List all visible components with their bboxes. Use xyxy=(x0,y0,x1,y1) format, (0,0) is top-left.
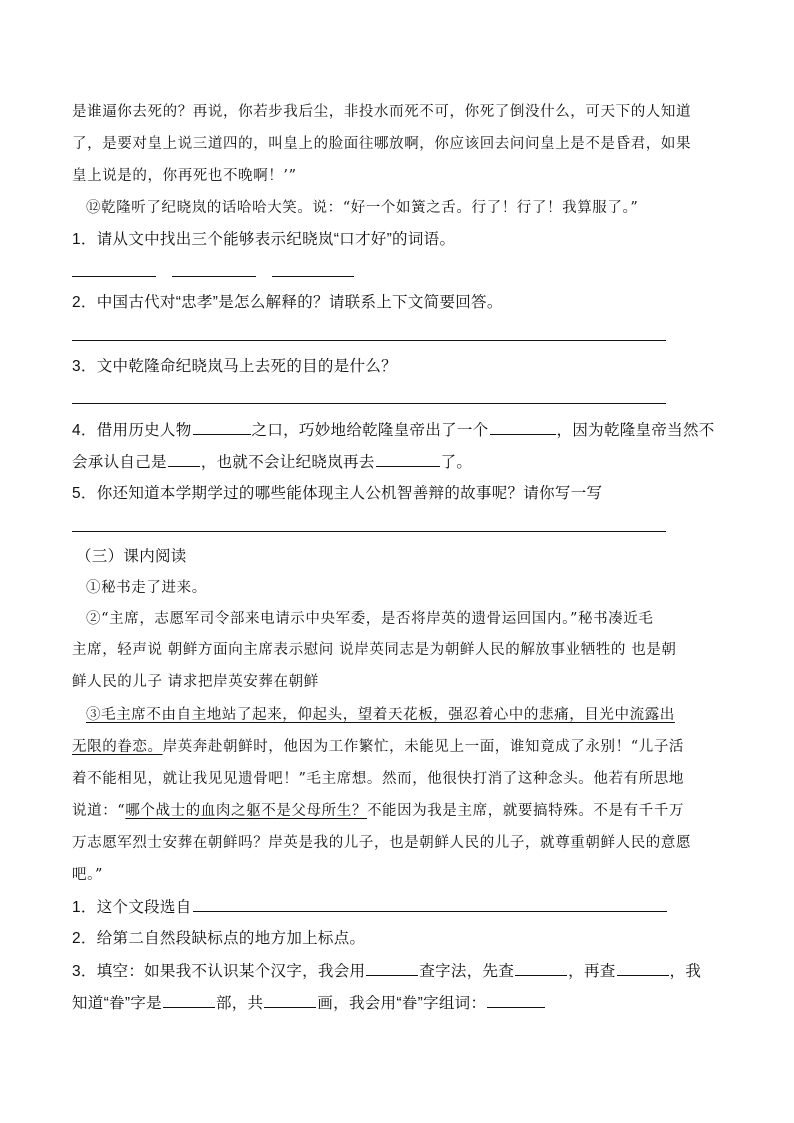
question-4-cont xyxy=(72,452,472,473)
fill-blank[interactable] xyxy=(193,897,667,912)
paragraph-3-line xyxy=(72,737,684,757)
fill-blank[interactable] xyxy=(617,961,669,976)
passage-line: 皇上说是的，你再死也不晚啊！’” xyxy=(72,168,297,184)
underlined-text: 无限的眷恋。 xyxy=(72,739,163,755)
paragraph-3-underlined: ③毛主席不由自主地站了起来，仰起头，望着天花板，强忍着心中的悲痛，目光中流露出 xyxy=(86,707,675,723)
question-text: 知道“眷”字是 xyxy=(72,995,162,1012)
fill-blank[interactable] xyxy=(376,452,440,467)
fill-blank[interactable] xyxy=(168,452,200,467)
question-3-s3 xyxy=(72,961,701,982)
paragraph-3-line: 万志愿军烈士安葬在朝鲜吗？岸英是我的儿子，也是朝鲜人民的儿子，就尊重朝鲜人民的意愿 xyxy=(72,835,692,851)
fill-blank[interactable] xyxy=(490,420,556,435)
fill-blank[interactable] xyxy=(163,993,215,1008)
question-text: 会承认自己是 xyxy=(72,454,167,471)
passage-line: 是谁逼你去死的？再说，你若步我后尘，非投水而死不可，你死了倒没什么，可天下的人知道 xyxy=(72,104,692,120)
passage-text: 不能因为我是主席，就要搞特殊。不是有千千万 xyxy=(366,803,685,819)
paragraph-2-line: 鲜人民的儿子 请求把岸英安葬在朝鲜 xyxy=(72,674,319,690)
question-3: 3．文中乾隆命纪晓岚马上去死的目的是什么？ xyxy=(72,358,397,375)
question-2-s3: 2．给第二自然段缺标点的地方加上标点。 xyxy=(72,930,366,947)
question-text: 4．借用历史人物 xyxy=(72,422,192,439)
answer-line[interactable] xyxy=(72,403,666,404)
section-title: （三）课内阅读 xyxy=(76,548,187,565)
paragraph-2: ②“主席，志愿军司令部来电请示中央军委，是否将岸英的遗骨运回国内。”秘书凑近毛 xyxy=(86,611,654,627)
fill-blank[interactable] xyxy=(366,961,418,976)
question-1: 1．请从文中找出三个能够表示纪晓岚“口才好”的词语。 xyxy=(72,231,456,248)
question-text: ，因为乾隆皇帝当然不 xyxy=(556,422,715,439)
question-3-s3-cont xyxy=(72,993,546,1014)
question-4 xyxy=(72,420,715,441)
question-text: 部，共 xyxy=(215,995,264,1012)
question-text: ，再查 xyxy=(568,963,616,980)
paragraph-3-line xyxy=(72,801,684,821)
paragraph-3-line: 着不能相见，就让我见见遗骨吧！”毛主席想。然而，他很快打消了这种念头。他若有所思地 xyxy=(72,771,685,787)
answer-line[interactable] xyxy=(72,531,666,532)
paragraph-1: ①秘书走了进来。 xyxy=(86,580,207,596)
question-text: 查字法，先查 xyxy=(419,963,515,980)
answer-line[interactable] xyxy=(72,340,666,341)
paragraph-12: ⑫乾隆听了纪晓岚的话哈哈大笑。说：“好一个如簧之舌。行了！行了！我算服了。” xyxy=(86,200,639,216)
question-1-s3 xyxy=(72,897,668,918)
fill-blank[interactable] xyxy=(515,961,567,976)
question-text: ，我 xyxy=(669,963,702,980)
answer-blank[interactable] xyxy=(172,276,256,277)
passage-line: 了，是要对皇上说三道四的，叫皇上的脸面往哪放啊，你应该回去问问皇上是不是昏君，如果 xyxy=(72,136,692,152)
paragraph-2-line: 主席，轻声说 朝鲜方面向主席表示慰问 说岸英同志是为朝鲜人民的解放事业牺牲的 也是朝 xyxy=(72,642,677,658)
answer-blank[interactable] xyxy=(272,276,354,277)
question-5: 5．你还知道本学期学过的哪些能体现主人公机智善辩的故事呢？请你写一写 xyxy=(72,485,603,502)
question-text: 1．这个文段选自 xyxy=(72,899,192,916)
answer-blank[interactable] xyxy=(72,276,156,277)
question-text: 了。 xyxy=(440,454,473,471)
fill-blank[interactable] xyxy=(264,993,316,1008)
passage-text: 说道：“ xyxy=(72,803,126,819)
question-text: ，也就不会让纪晓岚再去 xyxy=(200,454,375,471)
underlined-text: 哪个战士的血肉之躯不是父母所生？ xyxy=(125,803,367,819)
fill-blank[interactable] xyxy=(193,420,251,435)
question-text: 画，我会用“眷”字组词： xyxy=(317,995,487,1012)
question-text: 之口，巧妙地给乾隆皇帝出了一个 xyxy=(251,422,489,439)
paragraph-3-line: 吧。” xyxy=(72,867,103,883)
fill-blank[interactable] xyxy=(487,993,545,1008)
passage-text: 岸英奔赴朝鲜时，他因为工作繁忙，未能见上一面，谁知竟成了永别！“儿子活 xyxy=(162,739,685,755)
question-2: 2．中国古代对“忠孝”是怎么解释的？请联系上下文简要回答。 xyxy=(72,294,503,311)
question-text: 3．填空：如果我不认识某个汉字，我会用 xyxy=(72,963,366,980)
